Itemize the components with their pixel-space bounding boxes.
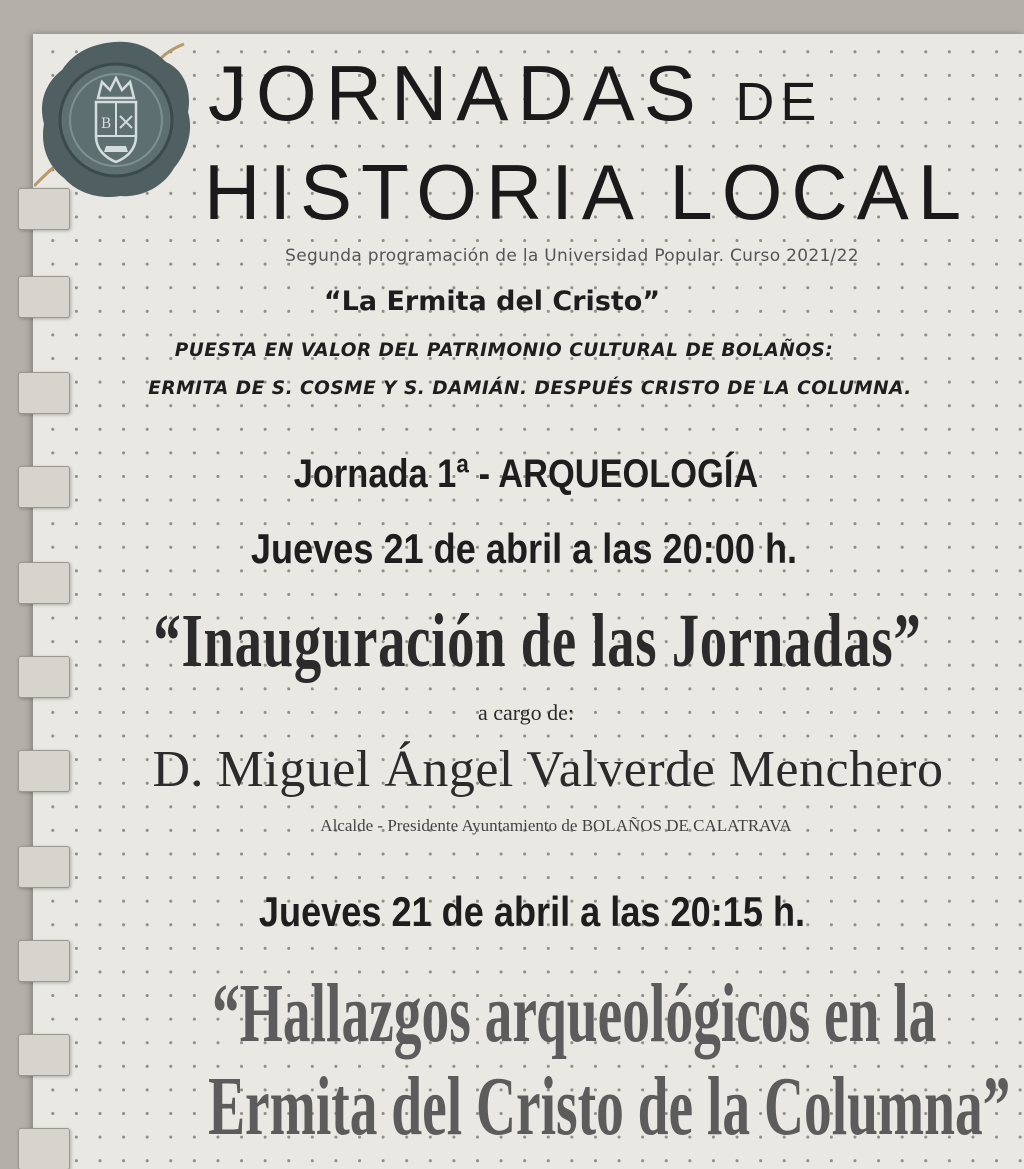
- speaker-role: Alcalde - Presidente Ayuntamiento de BOLAÑOS DE CALATRAVA: [320, 816, 792, 835]
- main-title-line1: [208, 48, 822, 139]
- binding-tab: [18, 562, 70, 604]
- svg-text:B: B: [100, 116, 112, 132]
- coat-of-arms-seal-icon: [34, 36, 194, 202]
- talk2-title-line1: “Hallazgos arqueológicos en la: [212, 967, 937, 1060]
- speaker-intro: a cargo de:: [477, 700, 575, 725]
- speaker-name: D. Miguel Ángel Valverde Menchero: [152, 741, 944, 798]
- binding-tab: [18, 846, 70, 888]
- session-label: Jornada 1ª - ARQUEOLOGÍA: [293, 452, 759, 496]
- description-line1: PUESTA EN VALOR DEL PATRIMONIO CULTURAL DE BOLAÑOS:: [174, 340, 834, 361]
- binding-tab: [18, 466, 70, 508]
- theme-title: “La Ermita del Cristo”: [323, 286, 661, 317]
- talk2-title-line2: Ermita del Cristo de la Columna”: [208, 1060, 1011, 1153]
- binding-tab: [18, 1128, 70, 1169]
- binding-tab: [18, 656, 70, 698]
- talk1-title: “Inauguración de las Jornadas”: [153, 599, 922, 683]
- subtitle: Segunda programación de la Universidad Popular. Curso 2021/22: [285, 246, 859, 266]
- title-word-jornadas: JORNADAS: [208, 49, 705, 137]
- binding-tab: [18, 940, 70, 982]
- title-word-de: DE: [735, 72, 823, 132]
- talk1-datetime: Jueves 21 de abril a las 20:00 h.: [250, 525, 798, 572]
- talk2-datetime: Jueves 21 de abril a las 20:15 h.: [258, 888, 806, 935]
- description-line2: ERMITA DE S. COSME Y S. DAMIÁN. DESPUÉS CRISTO DE LA COLUMNA.: [148, 378, 912, 399]
- binding-tab: [18, 1034, 70, 1076]
- main-title-line2: HISTORIA LOCAL: [204, 148, 971, 236]
